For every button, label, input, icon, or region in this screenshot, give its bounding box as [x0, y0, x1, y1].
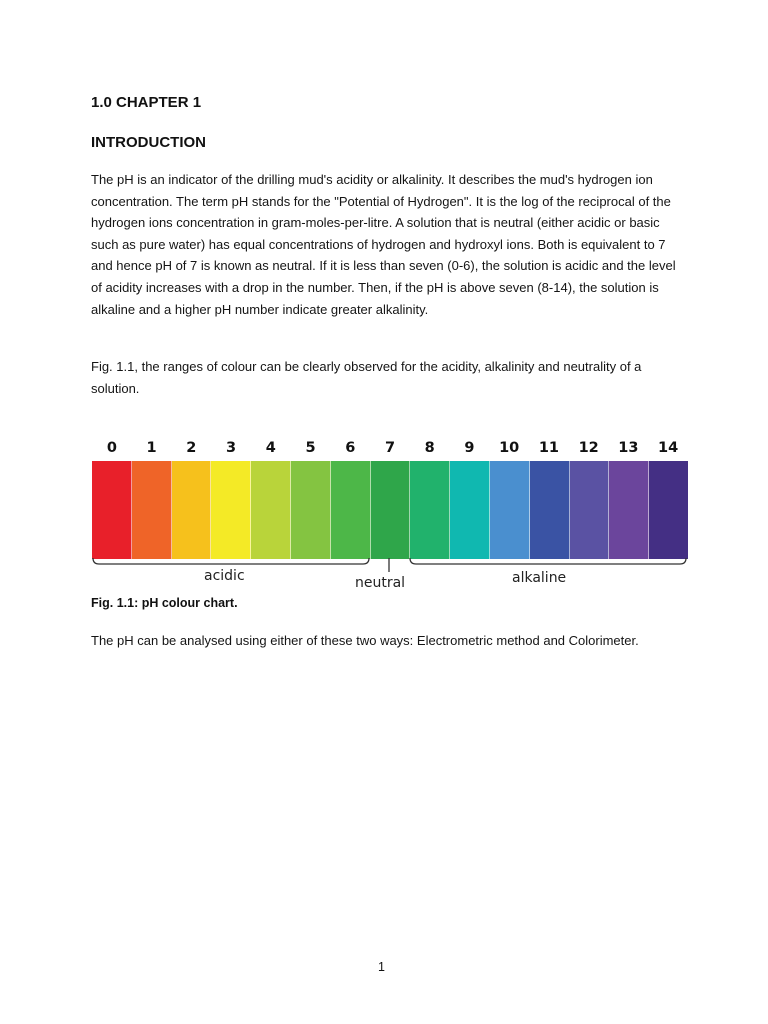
acidic-bracket	[93, 558, 369, 564]
ph-number-11: 11	[538, 440, 560, 456]
acidic-label: acidic	[204, 568, 245, 584]
ph-number-1: 1	[146, 440, 157, 456]
section-heading: INTRODUCTION	[91, 134, 206, 151]
ph-bar-6	[331, 461, 371, 559]
ph-bar-9	[450, 461, 490, 559]
ph-bar-11	[530, 461, 570, 559]
ph-bar-12	[570, 461, 610, 559]
alkaline-bracket	[410, 558, 686, 564]
intro-paragraph: The pH is an indicator of the drilling mud's acidity or alkalinity. It describes the mud's hydrogen ion concentration. The term pH stands for the "Potential of Hydrogen". It is the log of the reciprocal of the hydrogen ions concentration in gram-moles-per-litre. A solution that is neutral (either acidic or basic such as pure water) has equal concentrations of hydrogen and hydroxyl ions. Both is equivalent to 7 and hence pH of 7 is known as neutral. If it is less than seven (0-6), the solution is acidic and the level of acidity increases with a drop in the number. Then, if the pH is above seven (8-14), the solution is alkaline and a higher pH number indicate greater alkalinity.	[91, 172, 676, 317]
ph-number-3: 3	[226, 440, 237, 456]
ph-bar-1	[132, 461, 172, 559]
ph-number-4: 4	[265, 440, 276, 456]
ph-number-6: 6	[345, 440, 356, 456]
alkaline-label: alkaline	[512, 570, 567, 586]
ph-number-9: 9	[464, 440, 475, 456]
ph-number-10: 10	[499, 440, 520, 456]
ph-number-2: 2	[186, 440, 197, 456]
ph-bar-14	[649, 461, 688, 559]
ph-number-14: 14	[658, 440, 679, 456]
figure-caption: Fig. 1.1: pH colour chart.	[91, 596, 238, 610]
ph-bar-0	[92, 461, 132, 559]
ph-number-13: 13	[618, 440, 639, 456]
ph-bar-8	[410, 461, 450, 559]
page-number: 1	[378, 960, 385, 974]
ph-bar-4	[251, 461, 291, 559]
ph-scale-numbers	[92, 440, 688, 460]
neutral-label: neutral	[355, 575, 406, 591]
ph-number-12: 12	[578, 440, 599, 456]
ph-number-0: 0	[106, 440, 117, 456]
ph-bar-3	[211, 461, 251, 559]
ph-bar-7	[371, 461, 411, 559]
ph-bar-5	[291, 461, 331, 559]
ph-number-8: 8	[424, 440, 435, 456]
ph-bar-10	[490, 461, 530, 559]
ph-colour-chart	[92, 440, 688, 592]
analysis-paragraph: The pH can be analysed using either of these two ways: Electrometric method and Colorimeter.	[91, 633, 639, 648]
chapter-title: 1.0 CHAPTER 1	[91, 94, 202, 111]
ph-number-5: 5	[305, 440, 316, 456]
figure-reference-paragraph: Fig. 1.1, the ranges of colour can be clearly observed for the acidity, alkalinity and neutrality of a solution.	[91, 359, 642, 396]
ph-colour-bars	[92, 461, 688, 559]
ph-number-7: 7	[384, 440, 396, 456]
ph-bar-13	[609, 461, 649, 559]
ph-bar-2	[172, 461, 212, 559]
